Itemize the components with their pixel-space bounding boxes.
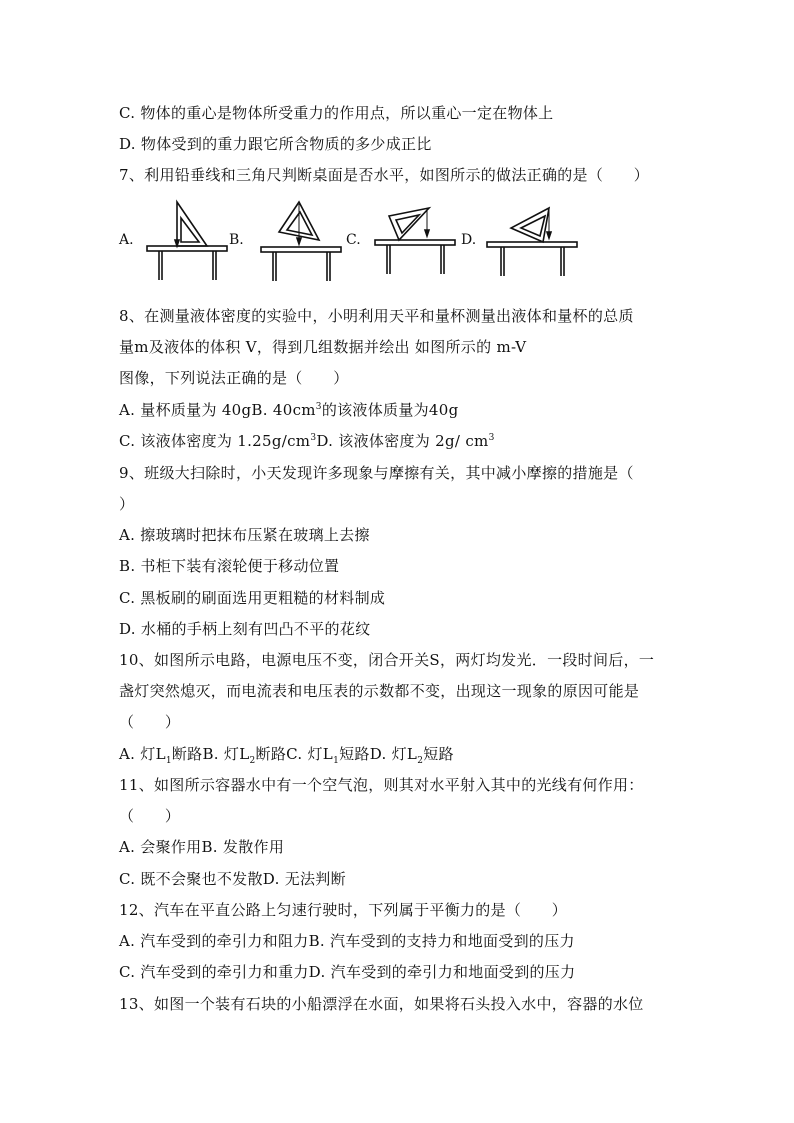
q8-stem-line1: 8、在测量液体密度的实验中，小明利用天平和量杯测量出液体和量杯的总质: [119, 307, 634, 325]
q6-option-d: D. 物体受到的重力跟它所含物质的多少成正比: [119, 135, 432, 153]
figure-c: [375, 208, 455, 274]
superscript-3: 3: [315, 402, 322, 412]
q10-stem-line3: （ ）: [119, 713, 181, 731]
q9-option-d: D. 水桶的手柄上刻有凹凸不平的花纹: [119, 620, 371, 638]
fig-label-c: C.: [346, 232, 361, 248]
subscript-1: 1: [333, 756, 340, 766]
q9-stem-line1: 9、班级大扫除时，小天发现许多现象与摩擦有关，其中减小摩擦的措施是（: [119, 464, 634, 482]
q7-figure-drawings: [119, 196, 599, 286]
figure-b: [261, 202, 341, 281]
fig-label-b: B.: [229, 232, 244, 248]
q10-stem-line1: 10、如图所示电路，电源电压不变，闭合开关S，两灯均发光．一段时间后，一: [119, 651, 655, 669]
q8-option-ab-text: A. 量杯质量为 40gB. 40cm: [119, 401, 316, 419]
q11-stem-line1: 11、如图所示容器水中有一个空气泡，则其对水平射入其中的光线有何作用：: [119, 776, 644, 794]
figure-d: [487, 208, 577, 276]
q10-option-d: 短路D. 灯L: [339, 745, 418, 763]
q11-stem-line2: （ ）: [119, 807, 181, 825]
q10-option-d-rest: 短路: [423, 745, 454, 763]
q8-stem-line3: 图像，下列说法正确的是（ ）: [119, 369, 349, 387]
q12-options-ab: A. 汽车受到的牵引力和阻力B. 汽车受到的支持力和地面受到的压力: [119, 932, 575, 950]
subscript-1: 1: [165, 756, 172, 766]
q7-figures: [119, 196, 599, 286]
q10-option-a: A. 灯L: [119, 745, 166, 763]
subscript-2: 2: [249, 756, 256, 766]
fig-label-a: A.: [119, 232, 134, 248]
q9-option-c: C. 黑板刷的刷面选用更粗糙的材料制成: [119, 589, 386, 607]
q11-options-ab: A. 会聚作用B. 发散作用: [119, 838, 285, 856]
q9-option-b: B. 书柜下装有滚轮便于移动位置: [119, 557, 340, 575]
q10-options: [119, 744, 454, 764]
q8-option-d-text: D. 该液体密度为 2g/ cm: [316, 432, 489, 450]
q9-stem-line2: ）: [119, 495, 135, 513]
q8-options-cd: [119, 431, 495, 451]
q8-options-ab: [119, 400, 459, 420]
figure-a: [147, 202, 227, 280]
q12-options-cd: C. 汽车受到的牵引力和重力D. 汽车受到的牵引力和地面受到的压力: [119, 963, 576, 981]
q11-options-cd: C. 既不会聚也不发散D. 无法判断: [119, 870, 346, 888]
q9-option-a: A. 擦玻璃时把抹布压紧在玻璃上去擦: [119, 526, 370, 544]
q8-stem-line2: 量m及液体的体积 V，得到几组数据并绘出 如图所示的 m-V: [119, 338, 527, 356]
subscript-2: 2: [417, 756, 424, 766]
q8-option-c-text: C. 该液体密度为 1.25g/cm: [119, 432, 311, 450]
q8-option-b-rest: 的该液体质量为40g: [321, 401, 459, 419]
q10-option-c: 断路C. 灯L: [255, 745, 334, 763]
q10-option-b: 断路B. 灯L: [171, 745, 250, 763]
q10-stem-line2: 盏灯突然熄灭，而电流表和电压表的示数都不变，出现这一现象的原因可能是: [119, 682, 640, 700]
q6-option-c: C. 物体的重心是物体所受重力的作用点，所以重心一定在物体上: [119, 104, 554, 122]
q7-stem: 7、利用铅垂线和三角尺判断桌面是否水平，如图所示的做法正确的是（ ）: [119, 166, 650, 184]
q12-stem: 12、汽车在平直公路上匀速行驶时，下列属于平衡力的是（ ）: [119, 901, 568, 919]
superscript-3: 3: [488, 433, 495, 443]
fig-label-d: D.: [461, 232, 477, 248]
q13-stem: 13、如图一个装有石块的小船漂浮在水面，如果将石头投入水中，容器的水位: [119, 995, 644, 1013]
superscript-3: 3: [310, 433, 317, 443]
